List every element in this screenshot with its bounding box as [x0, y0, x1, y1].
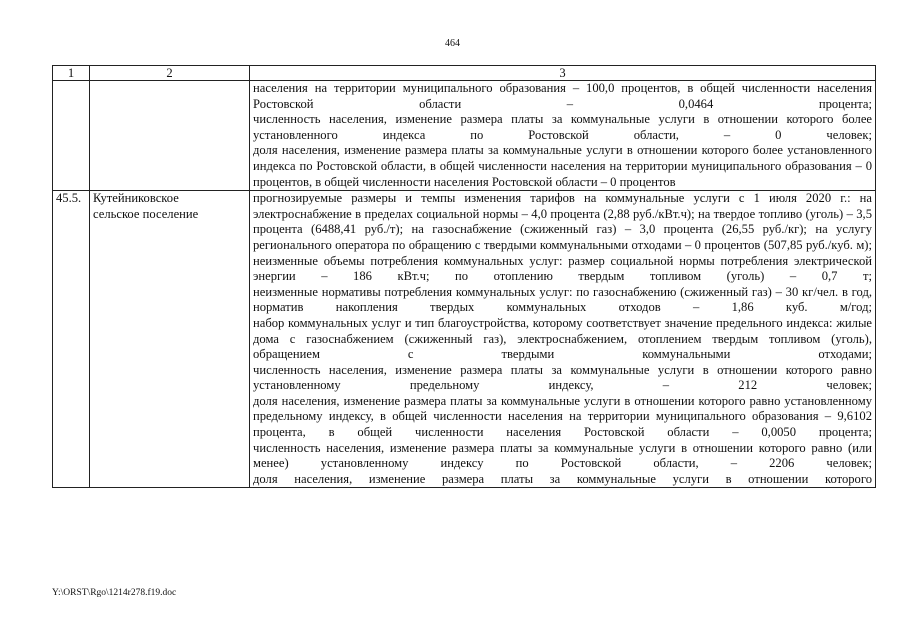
column-number-3: 3: [250, 66, 876, 81]
content-paragraph: численность населения, изменение размера платы за коммунальные услуги в отношении которого равно установленному предельному индексу, – 212 человек;: [253, 362, 872, 393]
column-number-1: 1: [53, 66, 90, 81]
footer-file-path: Y:\ORST\Rgo\1214r278.f19.doc: [52, 588, 177, 598]
row-content-cell: [250, 191, 876, 488]
content-paragraph: населения на территории муниципального образования – 100,0 процентов, в общей численности населения Ростовской области – 0,0464 процента;: [253, 81, 872, 111]
content-paragraph: неизменные нормативы потребления коммунальных услуг: по газоснабжению (сжиженный газ) – 30 кг/чел. в год, норматив накопления твердых коммунальных отходов – 1,86 куб. м/год;: [253, 284, 872, 315]
settlement-name-line: сельское поселение: [93, 206, 199, 221]
content-paragraph: неизменные объемы потребления коммунальных услуг: размер социальной нормы потребления электрической энергии – 186 кВт.ч; по отоплению твердым топливом (уголь) – 0,7 т;: [253, 253, 872, 284]
settlement-name-cell: [90, 191, 250, 488]
document-table: [52, 65, 876, 488]
column-number-2: 2: [90, 66, 250, 81]
content-paragraph: доля населения, изменение размера платы за коммунальные услуги в отношении которого равно установленному предельному индексу, в общей численности населения на территории муниципального образования – 9,6102 процента, в общей численности населения Ростовской области – 0,0050 процента;: [253, 393, 872, 440]
table-row: [53, 191, 876, 488]
content-paragraph: численность населения, изменение размера платы за коммунальные услуги в отношении которого равно (или менее) установленному индексу по Ростовской области, – 2206 человек;: [253, 440, 872, 471]
row-content-cell: [250, 81, 876, 191]
content-paragraph: набор коммунальных услуг и тип благоустройства, которому соответствует значение предельного индекса: жилые дома с газоснабжением (сжиженный газ), электроснабжением, отоплением твердым топливом (уголь), обращением с твердыми коммунальными отходами;: [253, 315, 872, 362]
content-paragraph: доля населения, изменение размера платы за коммунальные услуги в отношении которого более установленного индекса по Ростовской области, в общей численности населения на территории муниципального образования – 0 процентов, в общей численности населения Ростовской области – 0 процентов: [253, 143, 872, 189]
content-paragraph: прогнозируемые размеры и темпы изменения тарифов на коммунальные услуги с 1 июля 2020 г.: на электроснабжение в пределах социальной нормы – 4,0 процента (2,88 руб./кВт.ч); на твердое топливо (уголь) – 3,5 процента (6488,41 руб./т); на газоснабжение (сжиженный газ) – 3,0 процента (26,55 руб./кг); на услугу регионального оператора по обращению с твердыми коммунальными отходами – 0 процентов (507,85 руб./куб. м);: [253, 191, 872, 252]
page-number: 464: [445, 38, 460, 49]
content-paragraph: доля населения, изменение размера платы за коммунальные услуги в отношении которого: [253, 471, 872, 486]
row-number-cell: 45.5.: [53, 191, 90, 488]
settlement-name-line: Кутейниковское: [93, 191, 179, 206]
row-number-cell: [53, 81, 90, 191]
settlement-name-cell: [90, 81, 250, 191]
table-header-row: [53, 66, 876, 81]
content-paragraph: численность населения, изменение размера платы за коммунальные услуги в отношении которого более установленного индекса по Ростовской области, – 0 человек;: [253, 112, 872, 142]
table-row: [53, 81, 876, 191]
